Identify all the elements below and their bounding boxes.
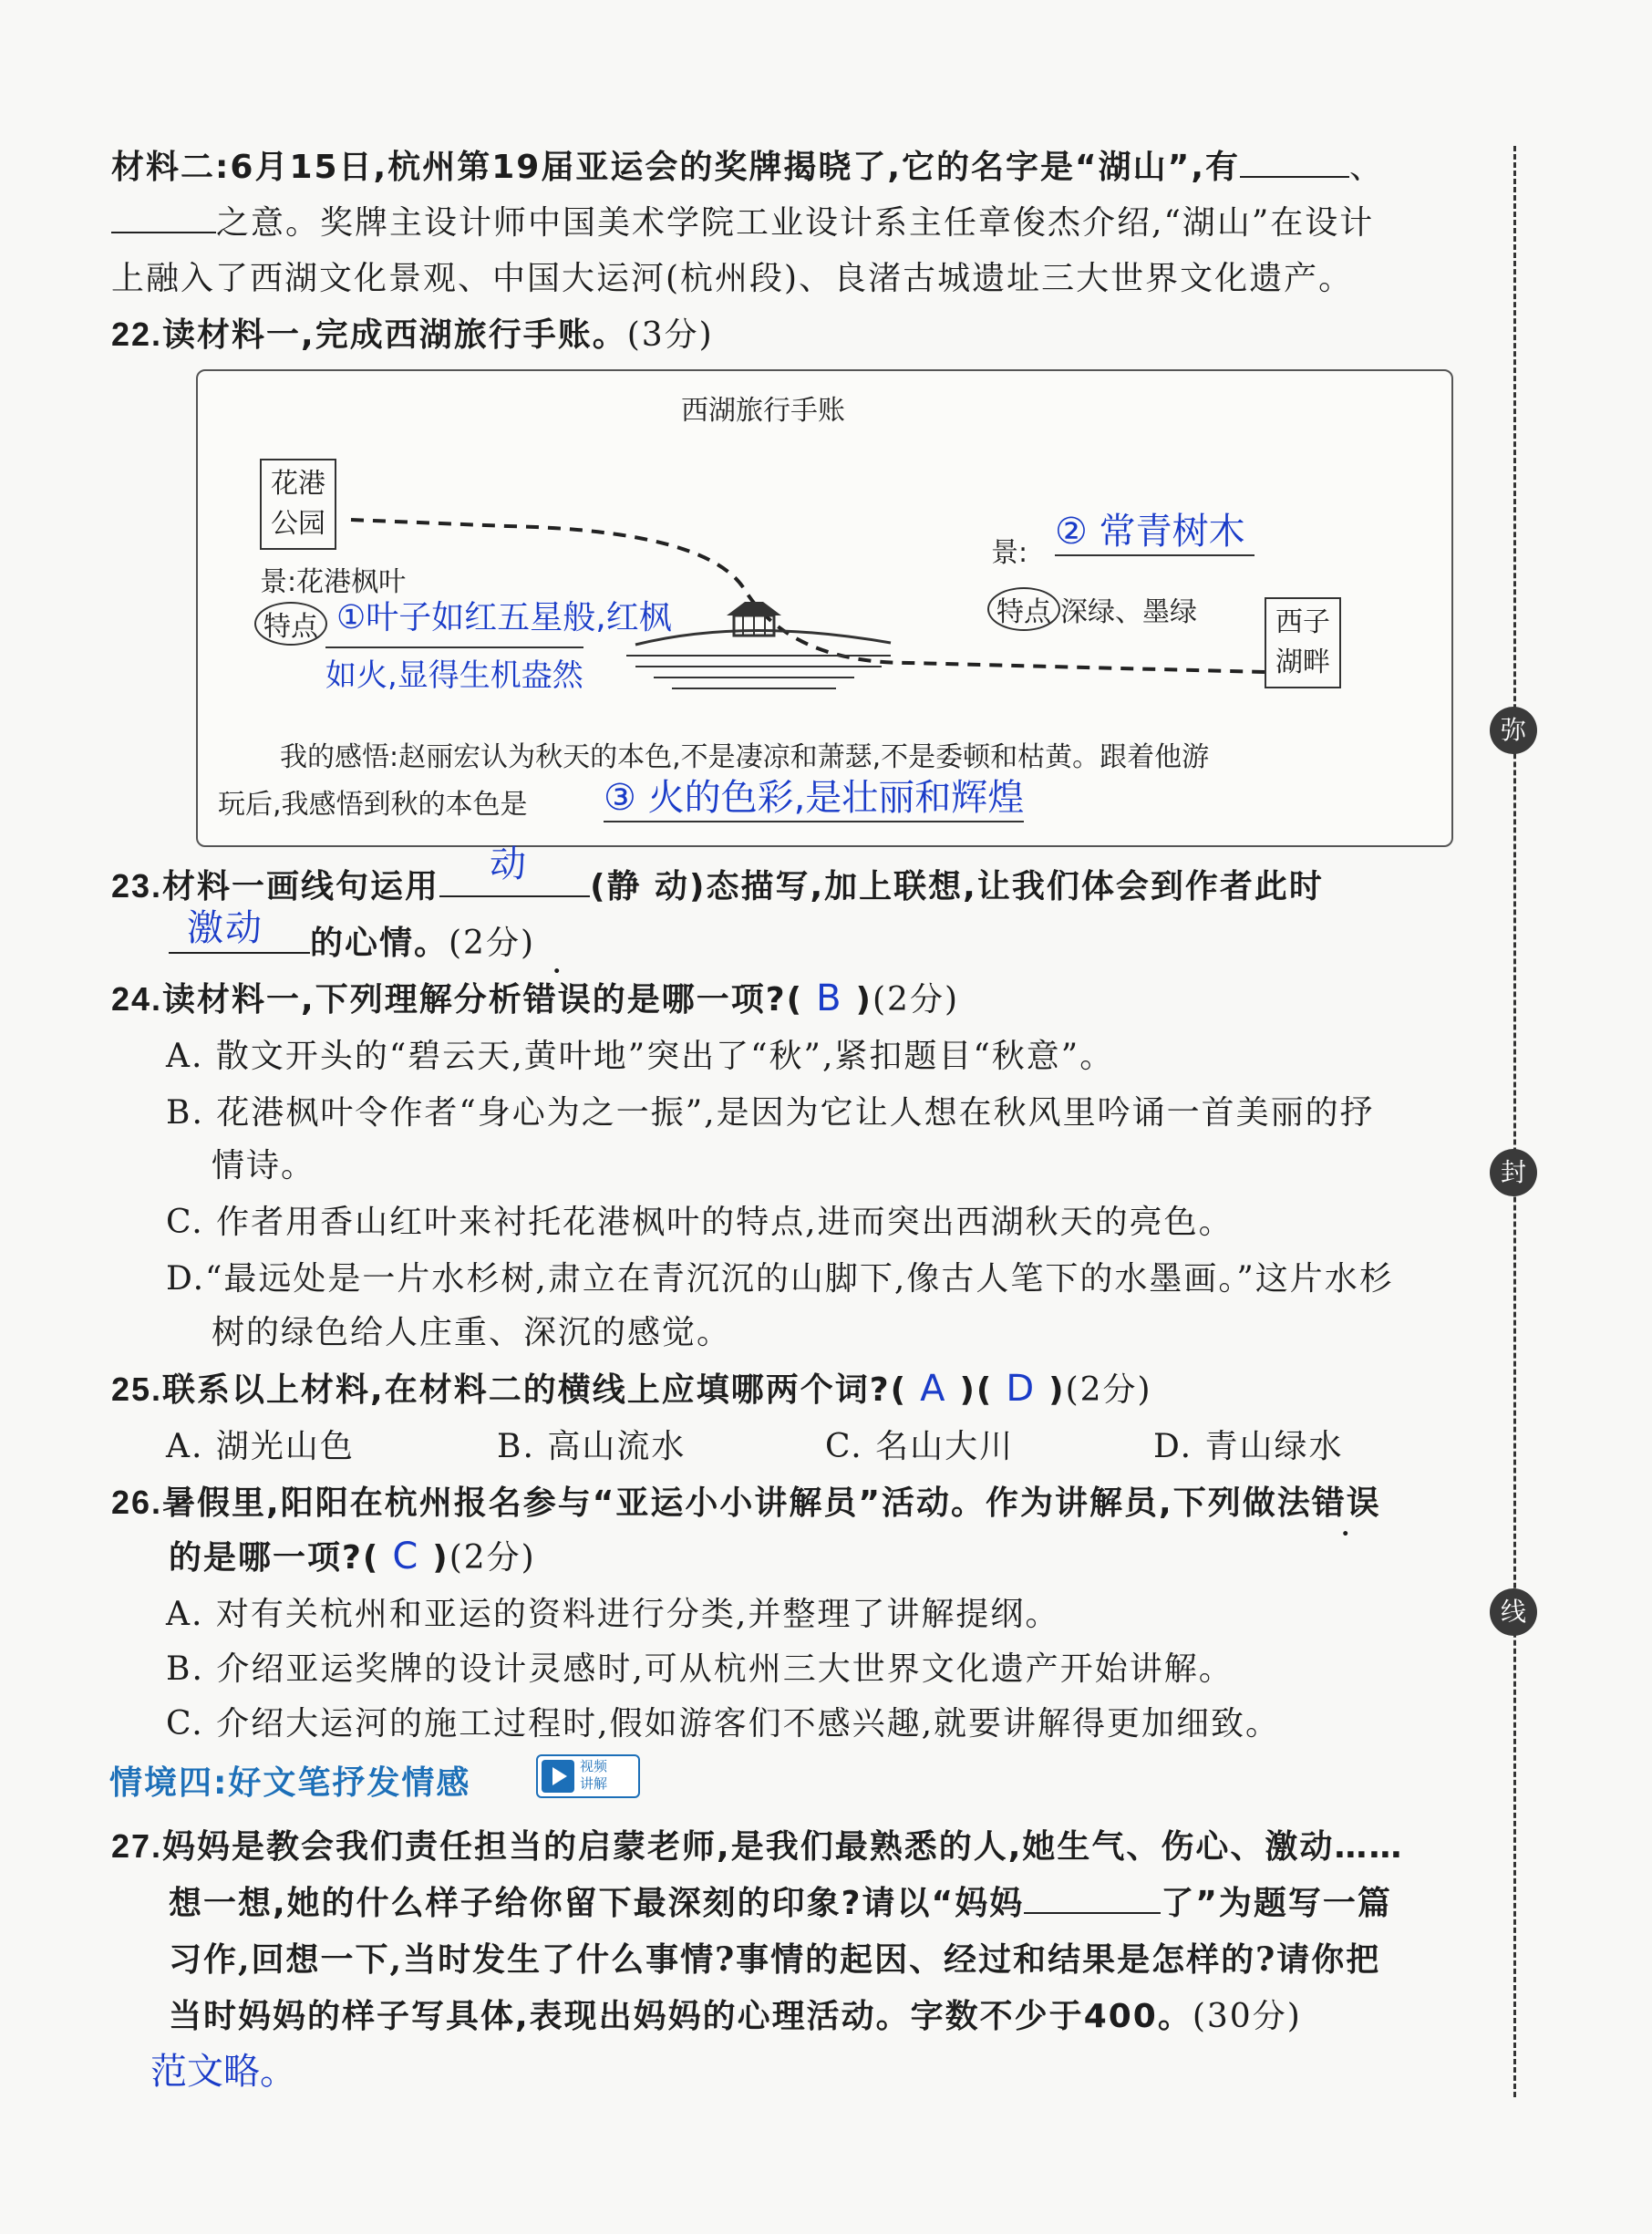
q23-blank2: 激动 xyxy=(169,925,310,954)
feeling-line2: 玩后,我感悟到秋的本色是 xyxy=(218,789,528,821)
left-answer-2: 如火,显得生机盎然 xyxy=(325,646,583,695)
seal-feng: 封 xyxy=(1490,1149,1537,1196)
right-answer: ② 常青树木 xyxy=(1055,502,1254,556)
q24-option-b1: B. 花港枫叶令作者“身心为之一振”,是因为它让人想在秋风里吟诵一首美丽的抒 xyxy=(166,1094,1375,1132)
material2-line3: 上融入了西湖文化景观、中国大运河(杭州段)、良渚古城遗址三大世界文化遗产。 xyxy=(111,260,1354,297)
blank-2 xyxy=(111,204,216,233)
q25-answer-2: D xyxy=(1006,1368,1037,1410)
q22: 22.读材料一,完成西湖旅行手账。(3分) xyxy=(111,315,714,354)
q27-line4: 当时妈妈的样子写具体,表现出妈妈的心理活动。字数不少于400。(30分) xyxy=(169,1998,1302,2035)
q24-option-c: C. 作者用香山红叶来衬托花港枫叶的特点,进而突出西湖秋天的亮色。 xyxy=(166,1204,1234,1241)
q24-option-d1: D.“最远处是一片水杉树,肃立在青沉沉的山脚下,像古人笔下的水墨画。”这片水杉 xyxy=(166,1260,1394,1298)
q24-option-d2: 树的绿色给人庄重、深沉的感觉。 xyxy=(212,1314,732,1351)
q25-option-b: B. 高山流水 xyxy=(497,1428,687,1465)
material2-line2: 之意。奖牌主设计师中国美术学院工业设计系主任章俊杰介绍,“湖山”在设计 xyxy=(111,197,1374,243)
material2-line1: 材料二:6月15日,杭州第19届亚运会的奖牌揭晓了,它的名字是“湖山”,有 、 xyxy=(111,149,1385,186)
q24-stem: 24.读材料一,下列理解分析错误的是哪一项?( B )(2分) xyxy=(111,977,959,1019)
q27-line3: 习作,回想一下,当时发生了什么事情?事情的起因、经过和结果是怎样的?请你把 xyxy=(169,1940,1381,1979)
q26-line1: 26.暑假里,阳阳在杭州报名参与“亚运小小讲解员”活动。作为讲解员,下列做法错误 xyxy=(111,1484,1381,1522)
play-icon xyxy=(542,1760,574,1793)
q27-line2: 想一想,她的什么样子给你留下最深刻的印象?请以“妈妈 了”为题写一篇 xyxy=(169,1885,1392,1922)
blank-1 xyxy=(1240,149,1349,178)
seal-mi: 弥 xyxy=(1490,707,1537,754)
end-box: 西子 湖畔 xyxy=(1265,597,1341,688)
section4-title: 情境四:好文笔抒发情感 xyxy=(109,1764,471,1802)
q27-answer: 范文略。 xyxy=(150,2051,296,2093)
q25-option-d: D. 青山绿水 xyxy=(1153,1428,1344,1465)
q26-answer: C xyxy=(392,1536,420,1577)
q27-line1: 27.妈妈是教会我们责任担当的启蒙老师,是我们最熟悉的人,她生气、伤心、激动…… xyxy=(111,1827,1404,1866)
right-feature: 特点 深绿、墨绿 xyxy=(987,587,1197,631)
journal-title: 西湖旅行手账 xyxy=(681,395,845,427)
feeling-answer: ③ 火的色彩,是壮丽和辉煌 xyxy=(604,769,1024,822)
q25-option-a: A. 湖光山色 xyxy=(166,1428,355,1465)
right-scene-label: 景: xyxy=(991,537,1028,569)
q24-answer: B xyxy=(816,977,843,1019)
right-feature-label: 特点 xyxy=(987,587,1060,631)
binding-dashed-line xyxy=(1513,146,1516,2097)
q26-option-b: B. 介绍亚运奖牌的设计灵感时,可从杭州三大世界文化遗产开始讲解。 xyxy=(166,1650,1234,1688)
travel-journal-box xyxy=(196,369,1453,847)
q23-blank1: 动 xyxy=(439,868,590,897)
q27-title-blank xyxy=(1024,1885,1161,1914)
left-answer-1: ①叶子如红五星般,红枫 xyxy=(336,599,672,636)
q23-line2: 激动 的心情。(2分) xyxy=(169,917,535,964)
video-badge-label: 视频 讲解 xyxy=(580,1758,608,1792)
q26-option-c: C. 介绍大运河的施工过程时,假如游客们不感兴趣,就要讲解得更加细致。 xyxy=(166,1705,1281,1743)
q25-option-c: C. 名山大川 xyxy=(825,1428,1015,1465)
left-scene: 景:花港枫叶 xyxy=(260,566,407,598)
start-box: 花港 公园 xyxy=(260,459,336,550)
q25-stem: 25.联系以上材料,在材料二的横线上应填哪两个词?( A )( D )(2分) xyxy=(111,1368,1152,1410)
feeling-line1: 我的感悟:赵丽宏认为秋天的本色,不是凄凉和萧瑟,不是委顿和枯黄。跟着他游 xyxy=(280,741,1210,773)
q26-option-a: A. 对有关杭州和亚运的资料进行分类,并整理了讲解提纲。 xyxy=(166,1596,1060,1633)
q24-option-a: A. 散文开头的“碧云天,黄叶地”突出了“秋”,紧扣题目“秋意”。 xyxy=(166,1038,1115,1075)
video-explain-button[interactable] xyxy=(536,1754,640,1798)
left-feature-label-wrap xyxy=(254,602,327,646)
seal-xian: 线 xyxy=(1490,1588,1537,1636)
q23-line1: 23.材料一画线句运用 动 (静 动)态描写,加上联想,让我们体会到作者此时 xyxy=(111,843,1324,905)
q26-line2: 的是哪一项?( C )(2分) xyxy=(169,1536,536,1577)
q24-option-b2: 情诗。 xyxy=(212,1147,316,1184)
left-feature-label: 特点 xyxy=(254,602,327,646)
q25-answer-1: A xyxy=(920,1368,947,1410)
